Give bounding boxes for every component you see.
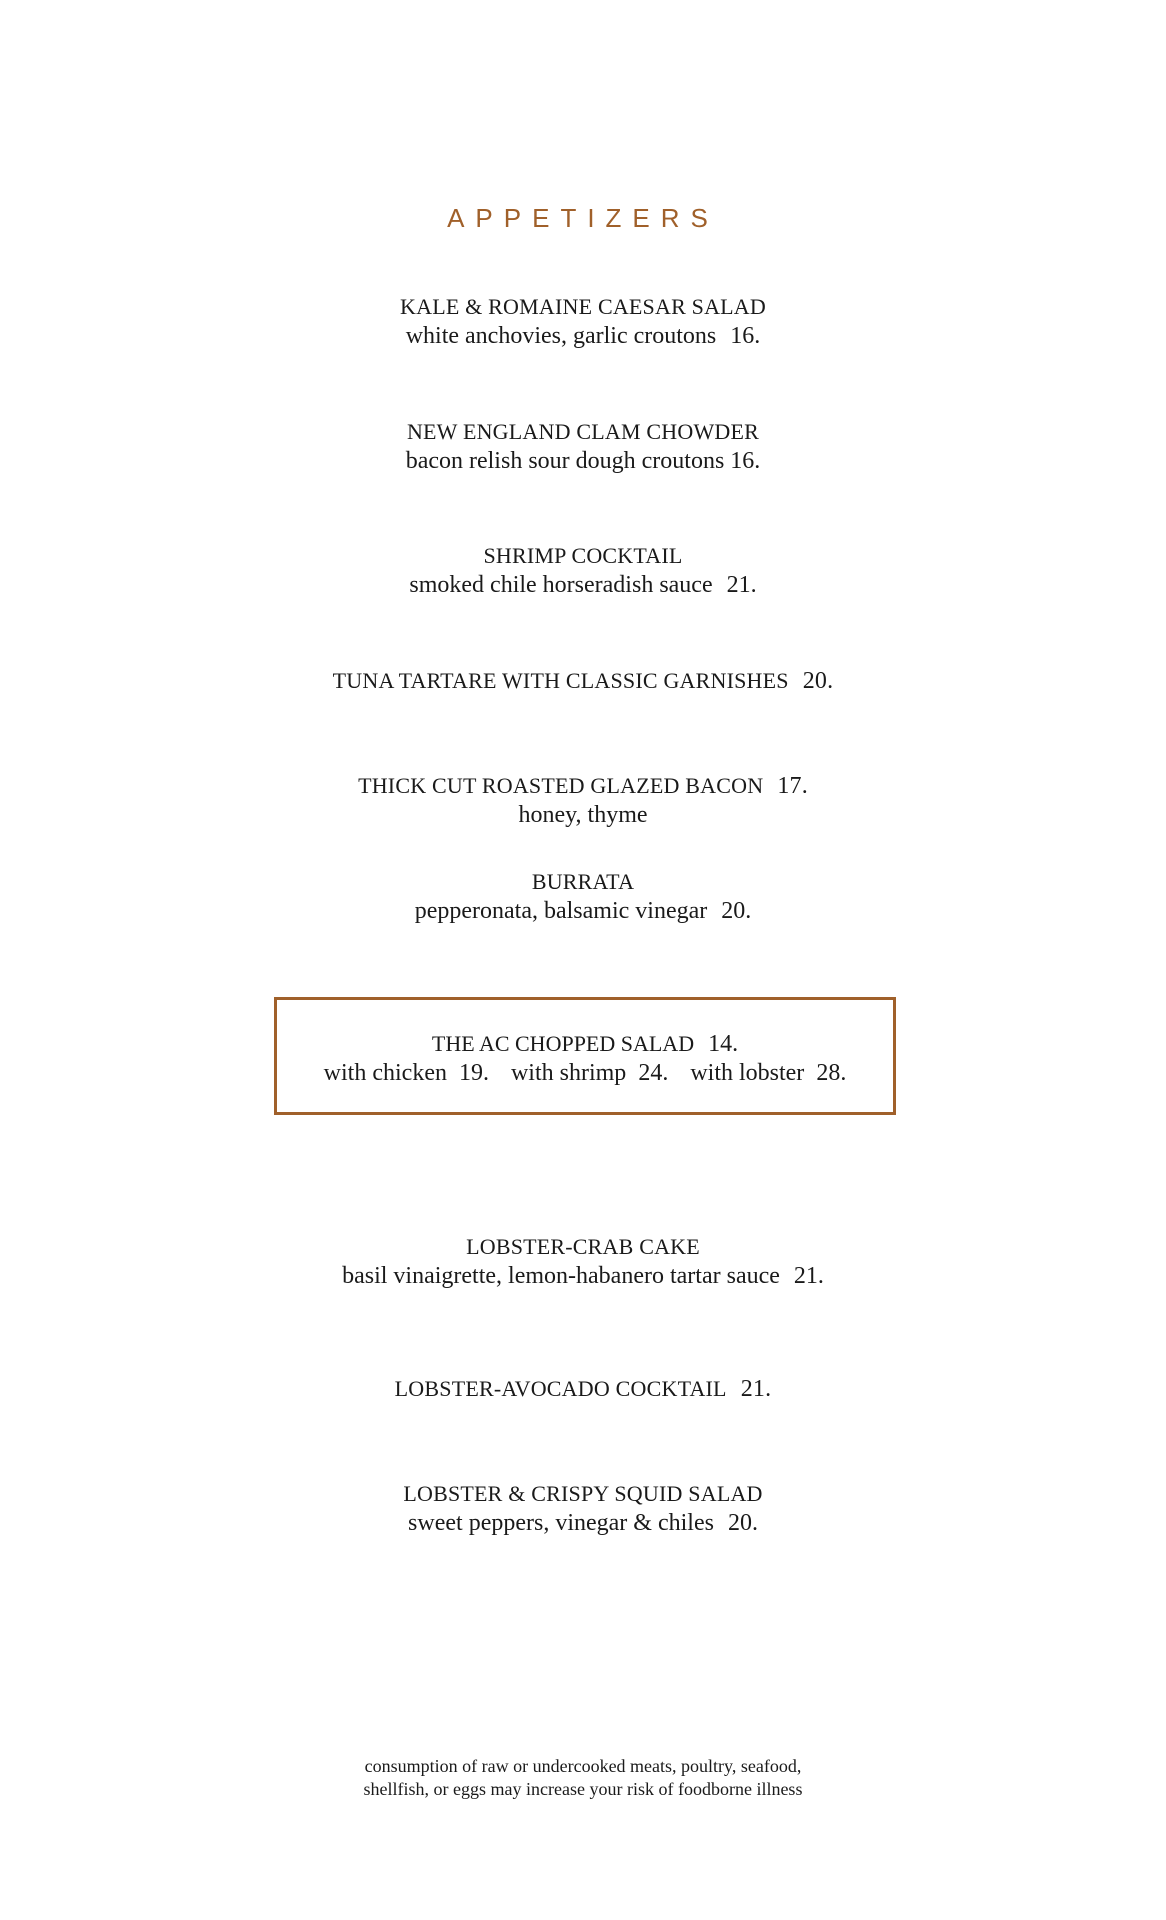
item-desc-text: white anchovies, garlic croutons — [405, 323, 717, 349]
item-description: honey, thyme — [518, 802, 648, 828]
item-desc-text: sweet peppers, vinegar & chiles — [408, 1510, 714, 1536]
item-price: 20. — [721, 898, 752, 924]
item-name: KALE & ROMAINE CAESAR SALAD — [400, 294, 766, 319]
item-desc-text: basil vinaigrette, lemon-habanero tartar sauce — [342, 1263, 780, 1289]
featured-name-text: THE AC CHOPPED SALAD — [431, 1031, 695, 1056]
item-desc-text: smoked chile horseradish sauce — [409, 572, 713, 598]
disclaimer-line: consumption of raw or undercooked meats, poultry, seafood, — [364, 1756, 802, 1776]
item-price: 21. — [740, 1376, 772, 1402]
item-description — [0, 321, 1166, 351]
item-price: 21. — [726, 572, 757, 598]
item-price: 16. — [730, 448, 761, 474]
featured-item-name — [277, 1030, 893, 1058]
item-name-text: THICK CUT ROASTED GLAZED BACON — [358, 773, 764, 798]
item-description — [0, 570, 1166, 600]
menu-item — [0, 293, 1166, 351]
item-name: LOBSTER-CRAB CAKE — [466, 1234, 700, 1259]
option-price: 28. — [816, 1060, 847, 1086]
featured-option — [324, 1060, 489, 1086]
featured-item — [277, 1030, 893, 1088]
item-name: NEW ENGLAND CLAM CHOWDER — [406, 419, 760, 444]
menu-item — [0, 868, 1166, 926]
item-name — [0, 772, 1166, 800]
menu-item — [0, 1480, 1166, 1538]
item-description — [0, 896, 1166, 926]
item-price: 16. — [730, 323, 761, 349]
item-desc-text: bacon relish sour dough croutons — [405, 448, 725, 474]
option-price: 19. — [458, 1060, 489, 1086]
featured-item-box — [274, 997, 896, 1115]
featured-options — [277, 1058, 893, 1088]
food-safety-disclaimer — [0, 1755, 1166, 1801]
featured-option — [690, 1060, 846, 1086]
item-name: LOBSTER & CRISPY SQUID SALAD — [403, 1481, 763, 1506]
section-heading: APPETIZERS — [447, 203, 719, 233]
item-name — [0, 1375, 1166, 1403]
menu-item — [0, 772, 1166, 830]
item-price: 20. — [802, 668, 834, 694]
item-name-text: TUNA TARTARE WITH CLASSIC GARNISHES — [332, 668, 789, 693]
disclaimer-line: shellfish, or eggs may increase your risk of foodborne illness — [363, 1779, 803, 1799]
item-name — [0, 667, 1166, 695]
option-price: 24. — [638, 1060, 669, 1086]
item-price: 21. — [793, 1263, 824, 1289]
menu-item — [0, 1233, 1166, 1291]
option-label: with lobster — [690, 1060, 805, 1086]
item-description — [0, 1508, 1166, 1538]
item-price: 20. — [727, 1510, 758, 1536]
featured-option — [511, 1060, 668, 1086]
menu-item — [0, 542, 1166, 600]
item-description — [0, 1261, 1166, 1291]
menu-item — [0, 1375, 1166, 1403]
option-label: with shrimp — [510, 1060, 627, 1086]
item-price: 17. — [777, 773, 808, 799]
item-name: SHRIMP COCKTAIL — [483, 543, 683, 568]
item-name-text: LOBSTER-AVOCADO COCKTAIL — [394, 1376, 727, 1401]
item-desc-text: pepperonata, balsamic vinegar — [414, 898, 708, 924]
item-name: BURRATA — [531, 869, 635, 894]
option-label: with chicken — [323, 1060, 447, 1086]
menu-item — [0, 667, 1166, 695]
menu-item — [0, 418, 1166, 476]
featured-price: 14. — [708, 1031, 739, 1057]
item-description — [0, 446, 1166, 476]
